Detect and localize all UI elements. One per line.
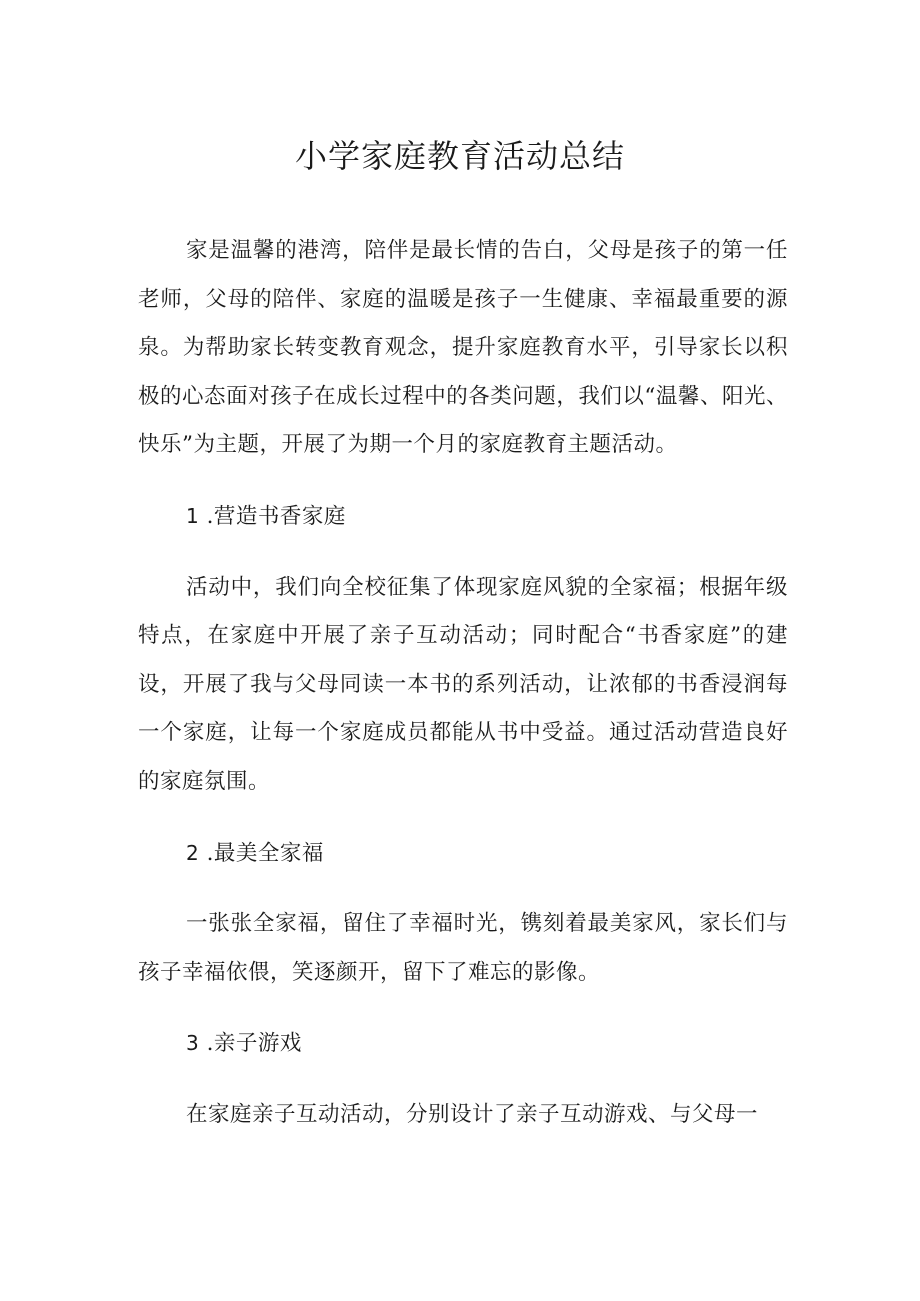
intro-paragraph: 家是温馨的港湾，陪伴是最长情的告白，父母是孩子的第一任老师，父母的陪伴、家庭的温暖是孩子一生健康、幸福最重要的源泉。为帮助家长转变教育观念，提升家庭教育水平，引导家长以积极的心态面对孩子在成长过程中的各类问题，我们以“温馨、阳光、快乐”为主题，开展了为期一个月的家庭教育主题活动。 (138, 238, 788, 458)
section-heading-3 (138, 1019, 788, 1069)
document-body (138, 227, 788, 1162)
section-number: 3 (186, 1031, 200, 1056)
section-heading-text: .营造书香家庭 (206, 503, 346, 529)
section-body-2: 一张张全家福，留住了幸福时光，镌刻着最美家风，家长们与孩子幸福依偎，笑逐颜开，留下了难忘的影像。 (138, 911, 788, 985)
section-body-3: 在家庭亲子互动活动，分别设计了亲子互动游戏、与父母一 (186, 1101, 759, 1127)
section-heading-text: .亲子游戏 (206, 1031, 302, 1057)
section-heading-text: .最美全家福 (206, 840, 324, 866)
section-body-1: 活动中，我们向全校征集了体现家庭风貌的全家福；根据年级特点，在家庭中开展了亲子互动活动；同时配合“书香家庭”的建设，开展了我与父母同读一本书的系列活动，让浓郁的书香浸润每一个家庭，让每一个家庭成员都能从书中受益。通过活动营造良好的家庭氛围。 (138, 574, 788, 794)
section-heading-2 (138, 829, 788, 879)
section-number: 2 (186, 840, 200, 865)
section-heading-1 (138, 492, 788, 542)
document-title: 小学家庭教育活动总结 (294, 137, 625, 175)
section-number: 1 (186, 503, 200, 528)
